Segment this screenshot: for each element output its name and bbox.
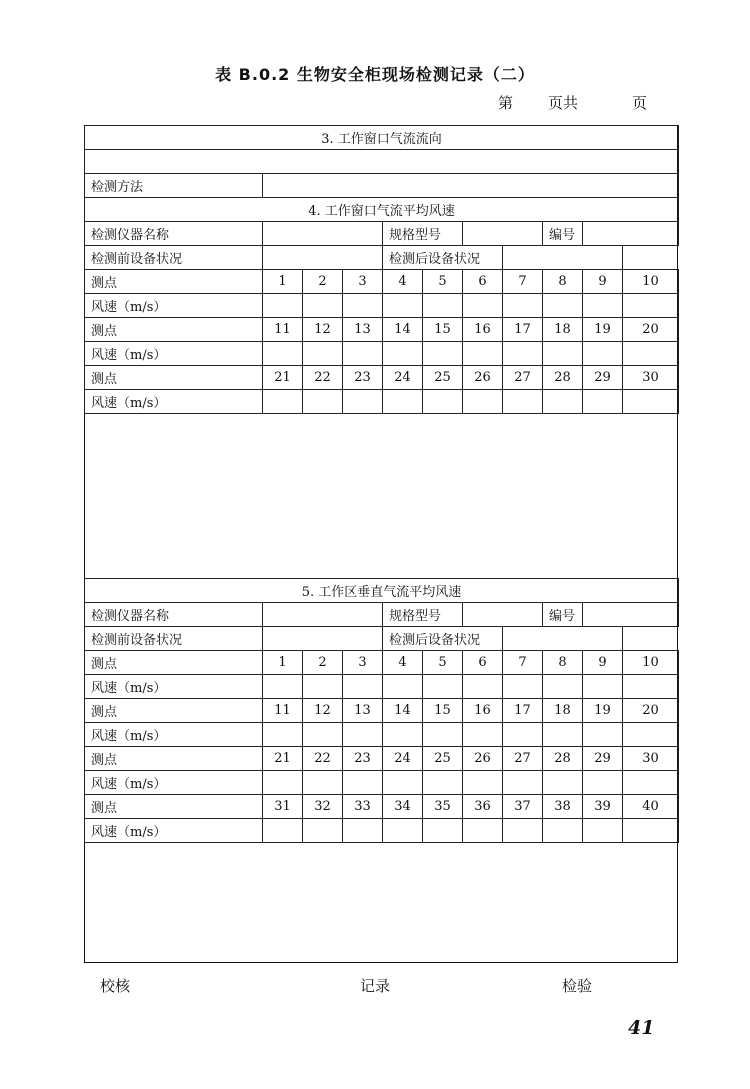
point-number: 30 — [623, 747, 679, 771]
point-label: 测点 — [85, 795, 263, 819]
speed-cell[interactable] — [583, 771, 623, 795]
instrument-label: 检测仪器名称 — [85, 603, 263, 627]
point-label: 测点 — [85, 699, 263, 723]
speed-cell[interactable] — [503, 675, 543, 699]
inspect-label: 检验 — [562, 977, 593, 995]
point-label: 测点 — [85, 747, 263, 771]
point-number: 16 — [463, 699, 503, 723]
point-number: 13 — [343, 318, 383, 342]
point-number: 14 — [383, 699, 423, 723]
speed-label: 风速（m/s） — [85, 675, 263, 699]
point-number: 39 — [583, 795, 623, 819]
speed-cell[interactable] — [263, 771, 303, 795]
point-number: 6 — [463, 651, 503, 675]
speed-cell[interactable] — [263, 390, 303, 414]
point-row — [85, 366, 679, 390]
point-row — [85, 795, 679, 819]
speed-cell[interactable] — [543, 723, 583, 747]
speed-cell[interactable] — [303, 294, 343, 318]
total-unit-label: 页 — [632, 94, 648, 112]
document-title: 表 B.0.2 生物安全柜现场检测记录（二） — [215, 65, 535, 84]
speed-cell[interactable] — [383, 390, 423, 414]
point-number: 23 — [343, 747, 383, 771]
before-status-label: 检测前设备状况 — [85, 627, 263, 651]
before-status-field[interactable] — [263, 627, 383, 651]
airflow-direction-area[interactable] — [85, 150, 679, 174]
point-number: 1 — [263, 270, 303, 294]
point-number: 32 — [303, 795, 343, 819]
point-number: 33 — [343, 795, 383, 819]
point-number: 23 — [343, 366, 383, 390]
speed-cell[interactable] — [463, 294, 503, 318]
point-number: 4 — [383, 270, 423, 294]
point-label: 测点 — [85, 318, 263, 342]
point-number: 20 — [623, 699, 679, 723]
speed-cell[interactable] — [583, 675, 623, 699]
speed-row — [85, 342, 679, 366]
speed-cell[interactable] — [423, 675, 463, 699]
instrument-label: 检测仪器名称 — [85, 222, 263, 246]
speed-cell[interactable] — [623, 390, 679, 414]
speed-cell[interactable] — [463, 771, 503, 795]
speed-cell[interactable] — [463, 390, 503, 414]
point-number: 18 — [543, 318, 583, 342]
point-number: 3 — [343, 651, 383, 675]
speed-cell[interactable] — [583, 294, 623, 318]
point-row — [85, 270, 679, 294]
point-number: 10 — [623, 651, 679, 675]
point-number: 1 — [263, 651, 303, 675]
point-number: 21 — [263, 366, 303, 390]
instrument-field[interactable] — [263, 603, 383, 627]
before-status-field[interactable] — [263, 246, 383, 270]
check-label: 校核 — [100, 977, 131, 995]
point-number: 8 — [543, 651, 583, 675]
after-status-field[interactable] — [503, 627, 623, 651]
point-number: 2 — [303, 270, 343, 294]
instrument-field[interactable] — [263, 222, 383, 246]
number-field[interactable] — [583, 603, 679, 627]
point-number: 8 — [543, 270, 583, 294]
point-number: 22 — [303, 747, 343, 771]
after-status-label: 检测后设备状况 — [383, 246, 503, 270]
speed-cell[interactable] — [623, 819, 679, 843]
speed-cell[interactable] — [263, 294, 303, 318]
after-status-label: 检测后设备状况 — [383, 627, 503, 651]
point-number: 9 — [583, 270, 623, 294]
speed-cell[interactable] — [503, 723, 543, 747]
point-row — [85, 651, 679, 675]
point-number: 34 — [383, 795, 423, 819]
speed-row — [85, 390, 679, 414]
point-number: 5 — [423, 270, 463, 294]
speed-cell[interactable] — [263, 342, 303, 366]
point-number: 16 — [463, 318, 503, 342]
section4-heading: 4. 工作窗口气流平均风速 — [85, 198, 679, 222]
point-number: 21 — [263, 747, 303, 771]
speed-cell[interactable] — [503, 819, 543, 843]
point-number: 10 — [623, 270, 679, 294]
point-label: 测点 — [85, 366, 263, 390]
speed-cell[interactable] — [343, 342, 383, 366]
speed-cell[interactable] — [303, 675, 343, 699]
speed-row — [85, 294, 679, 318]
method-label: 检测方法 — [85, 174, 263, 198]
speed-cell[interactable] — [543, 771, 583, 795]
point-number: 22 — [303, 366, 343, 390]
speed-cell[interactable] — [583, 342, 623, 366]
speed-cell[interactable] — [343, 390, 383, 414]
section-3-4-table — [84, 125, 679, 414]
point-number: 15 — [423, 699, 463, 723]
before-status-label: 检测前设备状况 — [85, 246, 263, 270]
point-number: 19 — [583, 318, 623, 342]
speed-cell[interactable] — [383, 723, 423, 747]
model-label: 规格型号 — [383, 222, 463, 246]
point-number: 9 — [583, 651, 623, 675]
point-number: 40 — [623, 795, 679, 819]
speed-cell[interactable] — [343, 771, 383, 795]
point-number: 30 — [623, 366, 679, 390]
speed-cell[interactable] — [383, 819, 423, 843]
point-row — [85, 747, 679, 771]
point-number: 25 — [423, 747, 463, 771]
speed-cell[interactable] — [463, 342, 503, 366]
point-number: 37 — [503, 795, 543, 819]
speed-label: 风速（m/s） — [85, 771, 263, 795]
speed-cell[interactable] — [503, 342, 543, 366]
speed-cell[interactable] — [543, 819, 583, 843]
speed-label: 风速（m/s） — [85, 342, 263, 366]
point-label: 测点 — [85, 270, 263, 294]
speed-cell[interactable] — [343, 294, 383, 318]
record-label: 记录 — [360, 977, 391, 995]
speed-cell[interactable] — [343, 675, 383, 699]
speed-cell[interactable] — [383, 342, 423, 366]
point-number: 26 — [463, 366, 503, 390]
model-label: 规格型号 — [383, 603, 463, 627]
point-number: 7 — [503, 651, 543, 675]
number-label: 编号 — [543, 222, 583, 246]
method-field[interactable] — [263, 174, 679, 198]
speed-cell[interactable] — [343, 819, 383, 843]
page-number: 41 — [628, 1017, 655, 1039]
speed-cell[interactable] — [423, 390, 463, 414]
speed-cell[interactable] — [423, 294, 463, 318]
speed-cell[interactable] — [463, 819, 503, 843]
speed-cell[interactable] — [623, 675, 679, 699]
point-number: 28 — [543, 747, 583, 771]
speed-row — [85, 675, 679, 699]
point-number: 38 — [543, 795, 583, 819]
point-number: 27 — [503, 366, 543, 390]
point-number: 11 — [263, 318, 303, 342]
speed-cell[interactable] — [303, 342, 343, 366]
point-number: 2 — [303, 651, 343, 675]
point-number: 24 — [383, 366, 423, 390]
point-number: 7 — [503, 270, 543, 294]
speed-cell[interactable] — [263, 675, 303, 699]
point-number: 12 — [303, 699, 343, 723]
point-row — [85, 318, 679, 342]
speed-cell[interactable] — [583, 819, 623, 843]
speed-cell[interactable] — [543, 390, 583, 414]
speed-cell[interactable] — [303, 819, 343, 843]
point-number: 17 — [503, 699, 543, 723]
speed-cell[interactable] — [623, 294, 679, 318]
point-number: 15 — [423, 318, 463, 342]
speed-cell[interactable] — [583, 390, 623, 414]
speed-cell[interactable] — [343, 723, 383, 747]
point-number: 25 — [423, 366, 463, 390]
point-number: 31 — [263, 795, 303, 819]
point-number: 26 — [463, 747, 503, 771]
speed-cell[interactable] — [503, 294, 543, 318]
point-number: 13 — [343, 699, 383, 723]
point-number: 17 — [503, 318, 543, 342]
section3-heading: 3. 工作窗口气流流向 — [85, 126, 679, 150]
point-number: 27 — [503, 747, 543, 771]
speed-cell[interactable] — [303, 771, 343, 795]
point-number: 28 — [543, 366, 583, 390]
after-status-field[interactable] — [503, 246, 623, 270]
speed-cell[interactable] — [463, 723, 503, 747]
point-number: 3 — [343, 270, 383, 294]
speed-cell[interactable] — [423, 819, 463, 843]
point-number: 29 — [583, 366, 623, 390]
number-field[interactable] — [583, 222, 679, 246]
speed-cell[interactable] — [583, 723, 623, 747]
speed-row — [85, 771, 679, 795]
speed-label: 风速（m/s） — [85, 390, 263, 414]
point-number: 36 — [463, 795, 503, 819]
speed-cell[interactable] — [543, 294, 583, 318]
speed-cell[interactable] — [423, 342, 463, 366]
point-number: 12 — [303, 318, 343, 342]
page-label: 第 — [498, 94, 514, 112]
point-label: 测点 — [85, 651, 263, 675]
speed-cell[interactable] — [423, 723, 463, 747]
point-number: 20 — [623, 318, 679, 342]
speed-cell[interactable] — [623, 771, 679, 795]
point-number: 19 — [583, 699, 623, 723]
section-5-table — [84, 578, 679, 843]
speed-row — [85, 723, 679, 747]
speed-cell[interactable] — [423, 771, 463, 795]
speed-cell[interactable] — [263, 819, 303, 843]
point-number: 14 — [383, 318, 423, 342]
speed-label: 风速（m/s） — [85, 294, 263, 318]
speed-row — [85, 819, 679, 843]
point-number: 4 — [383, 651, 423, 675]
speed-label: 风速（m/s） — [85, 723, 263, 747]
page-unit-label: 页共 — [548, 94, 579, 112]
point-number: 11 — [263, 699, 303, 723]
speed-label: 风速（m/s） — [85, 819, 263, 843]
speed-cell[interactable] — [263, 723, 303, 747]
model-field[interactable] — [463, 603, 543, 627]
section5-heading: 5. 工作区垂直气流平均风速 — [85, 579, 679, 603]
speed-cell[interactable] — [463, 675, 503, 699]
model-field[interactable] — [463, 222, 543, 246]
speed-cell[interactable] — [543, 342, 583, 366]
point-number: 5 — [423, 651, 463, 675]
speed-cell[interactable] — [383, 294, 423, 318]
point-number: 29 — [583, 747, 623, 771]
speed-cell[interactable] — [383, 771, 423, 795]
speed-cell[interactable] — [623, 342, 679, 366]
point-number: 24 — [383, 747, 423, 771]
speed-cell[interactable] — [543, 675, 583, 699]
speed-cell[interactable] — [383, 675, 423, 699]
point-number: 35 — [423, 795, 463, 819]
speed-cell[interactable] — [303, 723, 343, 747]
number-label: 编号 — [543, 603, 583, 627]
point-number: 18 — [543, 699, 583, 723]
speed-cell[interactable] — [503, 390, 543, 414]
point-row — [85, 699, 679, 723]
speed-cell[interactable] — [503, 771, 543, 795]
speed-cell[interactable] — [303, 390, 343, 414]
point-number: 6 — [463, 270, 503, 294]
speed-cell[interactable] — [623, 723, 679, 747]
